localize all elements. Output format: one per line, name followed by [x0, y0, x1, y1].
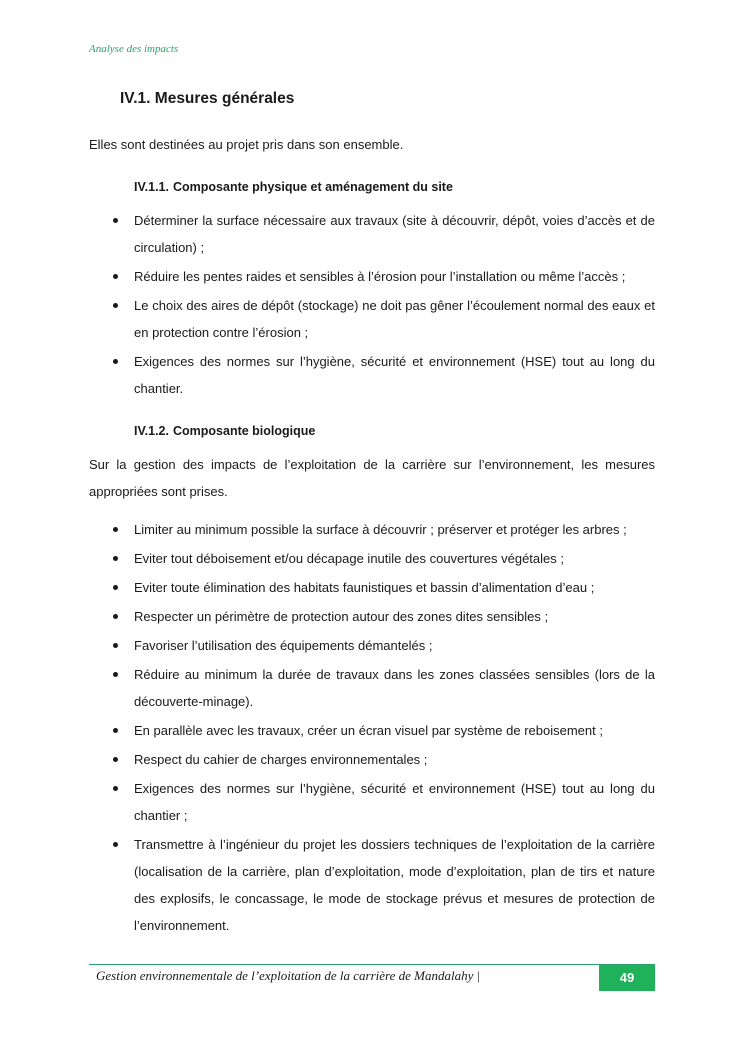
- bullet-icon: [113, 614, 118, 619]
- bullet-icon: [113, 274, 118, 279]
- bullet-icon: [113, 672, 118, 677]
- list-item: Respecter un périmètre de protection autour des zones dites sensibles ;: [0, 603, 655, 630]
- page-number-badge: 49: [599, 965, 655, 991]
- bullet-icon: [113, 359, 118, 364]
- subsection-title: Composante biologique: [173, 424, 316, 438]
- bullet-icon: [113, 786, 118, 791]
- bullet-icon: [113, 303, 118, 308]
- subsection-number: IV.1.1.: [134, 180, 169, 194]
- section-title: Mesures générales: [154, 90, 295, 107]
- subsection-intro: Sur la gestion des impacts de l’exploitation de la carrière sur l’environnement, les mesures appropriées sont prises.: [89, 457, 655, 499]
- subsection-heading-physique: [134, 180, 453, 194]
- bullet-icon: [113, 556, 118, 561]
- bullet-list-biologique: [0, 516, 655, 941]
- list-item: Limiter au minimum possible la surface à découvrir ; préserver et protéger les arbres ;: [0, 516, 655, 543]
- bullet-icon: [113, 757, 118, 762]
- list-item: Eviter toute élimination des habitats faunistiques et bassin d’alimentation d’eau ;: [0, 574, 655, 601]
- section-heading: [120, 90, 294, 108]
- section-number: IV.1.: [120, 90, 151, 107]
- list-item: Réduire les pentes raides et sensibles à l’érosion pour l’installation ou même l’accès ;: [0, 263, 655, 290]
- bullet-icon: [113, 585, 118, 590]
- bullet-icon: [113, 728, 118, 733]
- bullet-list-physique: [0, 207, 655, 404]
- subsection-number: IV.1.2.: [134, 424, 169, 438]
- list-item: Exigences des normes sur l’hygiène, sécurité et environnement (HSE) tout au long du chantier.: [0, 348, 655, 402]
- list-item: En parallèle avec les travaux, créer un écran visuel par système de reboisement ;: [0, 717, 655, 744]
- section-intro: Elles sont destinées au projet pris dans son ensemble.: [89, 137, 404, 152]
- subsection-heading-biologique: [134, 424, 315, 438]
- list-item: Transmettre à l’ingénieur du projet les dossiers techniques de l’exploitation de la carrière (localisation de la carrière, plan d’exploitation, mode d’exploitation, plan de tirs et nature des explosifs, le concassage, le mode de stockage prévus et mesures de protection de l’environnement.: [0, 831, 655, 939]
- footer-title: Gestion environnementale de l’exploitation de la carrière de Mandalahy |: [96, 968, 481, 983]
- list-item: Réduire au minimum la durée de travaux dans les zones classées sensibles (lors de la découverte-minage).: [0, 661, 655, 715]
- subsection-title: Composante physique et aménagement du site: [173, 180, 453, 194]
- bullet-icon: [113, 643, 118, 648]
- list-item: Eviter tout déboisement et/ou décapage inutile des couvertures végétales ;: [0, 545, 655, 572]
- footer-divider: [89, 964, 655, 965]
- list-item: Déterminer la surface nécessaire aux travaux (site à découvrir, dépôt, voies d’accès et de circulation) ;: [0, 207, 655, 261]
- list-item: Respect du cahier de charges environnementales ;: [0, 746, 655, 773]
- bullet-icon: [113, 218, 118, 223]
- list-item: Exigences des normes sur l’hygiène, sécurité et environnement (HSE) tout au long du chantier ;: [0, 775, 655, 829]
- bullet-icon: [113, 842, 118, 847]
- running-header: Analyse des impacts: [89, 43, 179, 55]
- list-item: Le choix des aires de dépôt (stockage) ne doit pas gêner l’écoulement normal des eaux et en protection contre l’érosion ;: [0, 292, 655, 346]
- bullet-icon: [113, 527, 118, 532]
- list-item: Favoriser l’utilisation des équipements démantelés ;: [0, 632, 655, 659]
